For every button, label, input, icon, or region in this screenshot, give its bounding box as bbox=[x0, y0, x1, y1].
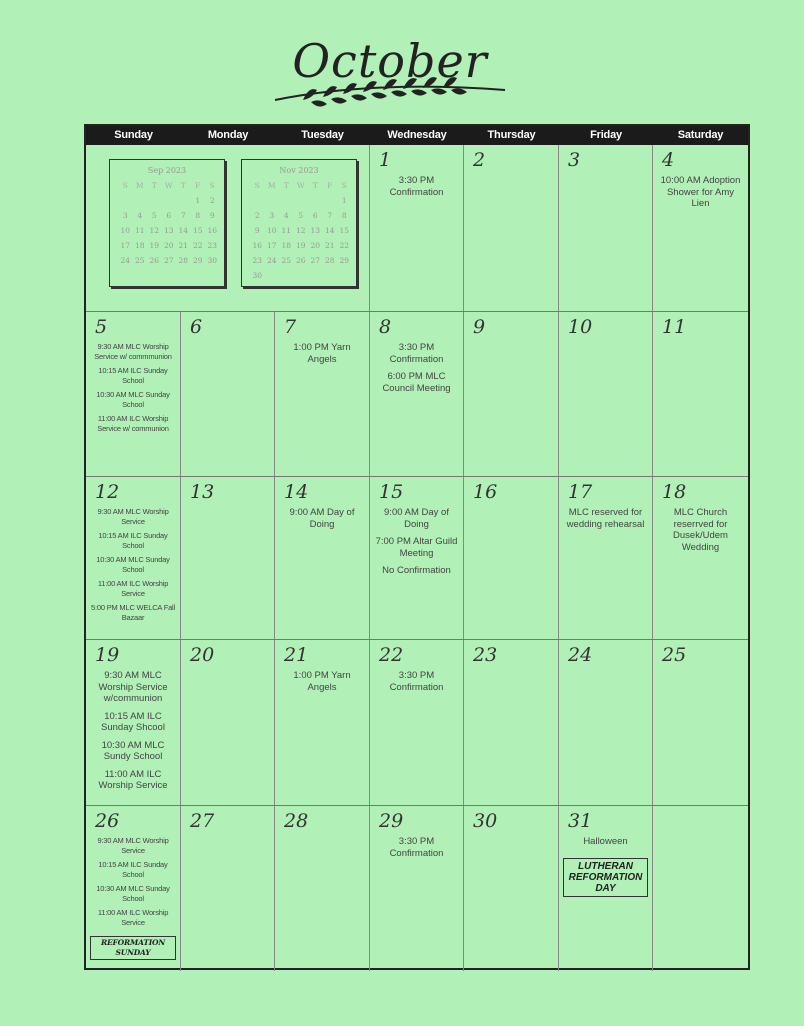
day-events bbox=[657, 175, 744, 216]
event-item: 1:00 PM Yarn Angels bbox=[293, 670, 351, 693]
day-number: 21 bbox=[284, 644, 309, 666]
day-cell bbox=[653, 312, 748, 476]
mini-calendar-day: 7 bbox=[327, 211, 333, 220]
event-item: 11:00 AM ILC Worship Service bbox=[97, 579, 169, 598]
mini-calendar-day: 19 bbox=[149, 241, 160, 250]
mini-calendar-day: 22 bbox=[192, 241, 203, 250]
mini-calendar-day: 29 bbox=[339, 256, 350, 265]
weekday-monday: Monday bbox=[207, 129, 249, 141]
day-events bbox=[90, 836, 176, 960]
mini-calendar-day: 3 bbox=[122, 211, 128, 220]
mini-calendar-day: 12 bbox=[295, 226, 306, 235]
day-cell bbox=[86, 640, 181, 805]
mini-calendar-weekday: T bbox=[151, 181, 157, 190]
mini-calendar-day: 15 bbox=[192, 226, 203, 235]
mini-calendar-weekday: S bbox=[341, 181, 347, 190]
mini-calendar-label: Nov 2023 bbox=[279, 166, 319, 175]
day-events bbox=[90, 670, 176, 798]
mini-calendar-day: 6 bbox=[312, 211, 318, 220]
mini-calendar-weekday: S bbox=[254, 181, 260, 190]
mini-calendar-weekday: M bbox=[267, 181, 276, 190]
week-row-1 bbox=[86, 145, 748, 311]
day-cell bbox=[370, 640, 464, 805]
mini-calendar-weekday: T bbox=[180, 181, 186, 190]
event-item: 10:30 AM MLC Sundy School bbox=[101, 739, 165, 762]
mini-calendar-day: 1 bbox=[195, 196, 201, 205]
day-cell bbox=[464, 312, 559, 476]
day-cell bbox=[559, 640, 653, 805]
mini-calendar-next bbox=[241, 159, 357, 287]
highlight-box: REFORMATION SUNDAY bbox=[90, 936, 176, 960]
day-number: 31 bbox=[568, 810, 593, 832]
mini-calendar-day: 26 bbox=[295, 256, 306, 265]
day-number: 19 bbox=[95, 644, 120, 666]
mini-calendar-day bbox=[176, 193, 191, 208]
mini-calendar-day: 21 bbox=[324, 241, 335, 250]
day-cell bbox=[86, 806, 181, 971]
mini-calendar-day bbox=[265, 193, 280, 208]
day-number: 30 bbox=[473, 810, 498, 832]
mini-calendar-day bbox=[279, 193, 294, 208]
day-number: 7 bbox=[284, 316, 297, 338]
day-events bbox=[90, 507, 176, 627]
day-number: 14 bbox=[284, 481, 309, 503]
mini-calendar-day: 7 bbox=[180, 211, 186, 220]
mini-calendar-day: 17 bbox=[120, 241, 131, 250]
day-events bbox=[279, 507, 365, 536]
mini-calendar-day: 25 bbox=[134, 256, 145, 265]
mini-calendar-weekday: W bbox=[296, 181, 305, 190]
day-events bbox=[374, 507, 459, 583]
event-item: No Confirmation bbox=[382, 565, 451, 576]
mini-calendar-weekday: F bbox=[327, 181, 333, 190]
mini-calendar-day: 14 bbox=[178, 226, 189, 235]
weekday-tuesday: Tuesday bbox=[301, 129, 344, 141]
mini-calendar-weekday: F bbox=[195, 181, 201, 190]
event-item: 10:15 AM ILC Sunday School bbox=[98, 366, 168, 385]
day-number: 26 bbox=[95, 810, 120, 832]
event-item: 9:30 AM MLC Worship Service bbox=[97, 836, 169, 855]
mini-calendar-day: 18 bbox=[281, 241, 292, 250]
mini-calendar-weekday: W bbox=[164, 181, 173, 190]
day-number: 5 bbox=[95, 316, 108, 338]
mini-calendar-weekday: M bbox=[135, 181, 144, 190]
day-cell bbox=[181, 312, 275, 476]
day-number: 18 bbox=[662, 481, 687, 503]
mini-calendar-day: 13 bbox=[310, 226, 321, 235]
day-number: 12 bbox=[95, 481, 120, 503]
mini-calendar-day: 6 bbox=[166, 211, 172, 220]
mini-calendar-day bbox=[294, 193, 309, 208]
weekday-wednesday: Wednesday bbox=[387, 129, 447, 141]
day-number: 16 bbox=[473, 481, 498, 503]
day-cell bbox=[559, 312, 653, 476]
week-row-4 bbox=[86, 639, 748, 805]
mini-calendar-day bbox=[250, 193, 265, 208]
day-events bbox=[374, 342, 459, 400]
day-events bbox=[563, 836, 648, 897]
month-title-text: October bbox=[292, 34, 488, 88]
event-item: MLC reserved for wedding rehearsal bbox=[566, 507, 645, 530]
day-cell bbox=[464, 145, 559, 311]
mini-calendar-day: 29 bbox=[192, 256, 203, 265]
day-cell bbox=[464, 477, 559, 639]
day-cell bbox=[370, 806, 464, 971]
event-item: 9:00 AM Day of Doing bbox=[384, 507, 449, 530]
mini-calendar-previous bbox=[109, 159, 225, 287]
day-number: 24 bbox=[568, 644, 593, 666]
mini-calendar-grid bbox=[250, 178, 356, 283]
day-number: 22 bbox=[379, 644, 404, 666]
mini-calendar-day: 17 bbox=[266, 241, 277, 250]
mini-calendar-day: 5 bbox=[298, 211, 304, 220]
day-number: 1 bbox=[379, 149, 392, 171]
mini-calendar-day: 10 bbox=[266, 226, 277, 235]
mini-calendar-day: 13 bbox=[163, 226, 174, 235]
day-cell bbox=[370, 477, 464, 639]
day-cell bbox=[275, 312, 370, 476]
mini-calendar-day: 20 bbox=[163, 241, 174, 250]
day-number: 28 bbox=[284, 810, 309, 832]
day-cell bbox=[370, 145, 464, 311]
mini-calendar-day: 26 bbox=[149, 256, 160, 265]
month-calendar bbox=[84, 124, 750, 970]
week-row-5 bbox=[86, 805, 748, 971]
event-item: 9:00 AM Day of Doing bbox=[289, 507, 355, 530]
day-number: 8 bbox=[379, 316, 392, 338]
event-item: Halloween bbox=[583, 836, 628, 847]
day-events bbox=[563, 507, 648, 536]
day-cell bbox=[653, 640, 748, 805]
event-item: 9:30 AM MLC Worship Service w/ commmunion bbox=[94, 342, 172, 361]
event-item: 10:30 AM MLC Sunday School bbox=[96, 555, 170, 574]
day-number: 10 bbox=[568, 316, 593, 338]
event-item: 6:00 PM MLC Council Meeting bbox=[382, 371, 451, 394]
day-number: 15 bbox=[379, 481, 404, 503]
mini-calendar-day: 30 bbox=[207, 256, 218, 265]
weekday-header bbox=[86, 126, 748, 145]
mini-calendar-day: 1 bbox=[341, 196, 347, 205]
mini-calendar-day: 27 bbox=[310, 256, 321, 265]
day-cell bbox=[181, 640, 275, 805]
mini-calendar-day: 30 bbox=[252, 271, 263, 280]
event-item: 11:00 AM ILC Worship Service bbox=[98, 768, 168, 791]
day-events bbox=[374, 175, 459, 204]
day-number: 27 bbox=[190, 810, 215, 832]
mini-calendar-day: 4 bbox=[283, 211, 289, 220]
mini-calendar-day: 3 bbox=[269, 211, 275, 220]
mini-calendar-day: 14 bbox=[324, 226, 335, 235]
day-cell bbox=[559, 477, 653, 639]
mini-calendar-day bbox=[323, 193, 338, 208]
day-number: 29 bbox=[379, 810, 404, 832]
day-cell bbox=[653, 477, 748, 639]
mini-calendar-day: 20 bbox=[310, 241, 321, 250]
weekday-thursday: Thursday bbox=[487, 129, 536, 141]
mini-calendar-day: 19 bbox=[295, 241, 306, 250]
day-number: 2 bbox=[473, 149, 486, 171]
mini-calendar-day: 16 bbox=[252, 241, 263, 250]
weekday-saturday: Saturday bbox=[677, 129, 724, 141]
day-number: 25 bbox=[662, 644, 687, 666]
mini-calendar-day: 24 bbox=[266, 256, 277, 265]
event-item: 3:30 PM Confirmation bbox=[389, 342, 444, 365]
mini-calendar-day: 18 bbox=[134, 241, 145, 250]
mini-calendar-day: 23 bbox=[252, 256, 263, 265]
mini-calendar-day bbox=[308, 193, 323, 208]
event-item: 10:15 AM ILC Sunday Shcool bbox=[101, 710, 165, 733]
event-item: 3:30 PM Confirmation bbox=[389, 175, 444, 198]
day-cell bbox=[464, 640, 559, 805]
event-item: 10:00 AM Adoption Shower for Amy Lien bbox=[660, 175, 741, 209]
event-item: MLC Church reserrved for Dusek/Udem Wedding bbox=[673, 507, 728, 553]
mini-calendar-weekday: S bbox=[209, 181, 215, 190]
event-item: 10:15 AM ILC Sunday School bbox=[98, 531, 168, 550]
mini-calendar-day bbox=[147, 193, 162, 208]
day-number: 20 bbox=[190, 644, 215, 666]
week-row-2 bbox=[86, 311, 748, 476]
event-item: 10:30 AM MLC Sunday School bbox=[96, 884, 170, 903]
day-cell bbox=[275, 806, 370, 971]
day-cell bbox=[559, 145, 653, 311]
mini-calendar-weekday: T bbox=[283, 181, 289, 190]
day-events bbox=[279, 670, 365, 699]
mini-calendar-day bbox=[133, 193, 148, 208]
mini-calendar-day: 16 bbox=[207, 226, 218, 235]
day-cell bbox=[559, 806, 653, 971]
mini-calendar-day: 27 bbox=[163, 256, 174, 265]
mini-calendar-day: 10 bbox=[120, 226, 131, 235]
week-row-3 bbox=[86, 476, 748, 639]
mini-calendars-area bbox=[86, 145, 370, 311]
day-cell bbox=[181, 477, 275, 639]
day-number: 4 bbox=[662, 149, 675, 171]
highlight-box: LUTHERAN REFORMATION DAY bbox=[563, 858, 648, 897]
event-item: 9:30 AM MLC Worship Service bbox=[97, 507, 169, 526]
day-number: 23 bbox=[473, 644, 498, 666]
day-number: 9 bbox=[473, 316, 486, 338]
mini-calendar-day: 12 bbox=[149, 226, 160, 235]
mini-calendar-day bbox=[162, 193, 177, 208]
day-events bbox=[90, 342, 176, 438]
mini-calendar-label: Sep 2023 bbox=[147, 166, 187, 175]
mini-calendar-day: 22 bbox=[339, 241, 350, 250]
mini-calendar-grid bbox=[118, 178, 224, 268]
mini-calendar-day: 11 bbox=[281, 226, 292, 235]
mini-calendar-day: 24 bbox=[120, 256, 131, 265]
day-cell bbox=[275, 640, 370, 805]
day-cell bbox=[181, 806, 275, 971]
day-cell bbox=[653, 806, 748, 971]
mini-calendar-day: 4 bbox=[137, 211, 143, 220]
mini-calendar-weekday: T bbox=[312, 181, 318, 190]
mini-calendar-day: 8 bbox=[341, 211, 347, 220]
weekday-friday: Friday bbox=[590, 129, 622, 141]
mini-calendar-day: 5 bbox=[151, 211, 157, 220]
mini-calendar-day: 21 bbox=[178, 241, 189, 250]
mini-calendar-day: 23 bbox=[207, 241, 218, 250]
weekday-sunday: Sunday bbox=[114, 129, 153, 141]
mini-calendar-day: 28 bbox=[178, 256, 189, 265]
mini-calendar-day: 2 bbox=[209, 196, 215, 205]
mini-calendar-day: 15 bbox=[339, 226, 350, 235]
day-cell bbox=[464, 806, 559, 971]
day-cell bbox=[370, 312, 464, 476]
day-number: 3 bbox=[568, 149, 581, 171]
event-item: 10:30 AM MLC Sunday School bbox=[96, 390, 170, 409]
day-events bbox=[374, 670, 459, 699]
day-events bbox=[374, 836, 459, 865]
day-number: 17 bbox=[568, 481, 593, 503]
event-item: 7:00 PM Altar Guild Meeting bbox=[375, 536, 458, 559]
mini-calendar-day: 2 bbox=[254, 211, 260, 220]
mini-calendar-weekday: S bbox=[122, 181, 128, 190]
day-cell bbox=[86, 312, 181, 476]
event-item: 5:00 PM MLC WELCA Fall Bazaar bbox=[91, 603, 175, 622]
mini-calendar-day: 25 bbox=[281, 256, 292, 265]
month-title bbox=[255, 30, 525, 108]
day-number: 13 bbox=[190, 481, 215, 503]
day-number: 11 bbox=[662, 316, 687, 338]
event-item: 9:30 AM MLC Worship Service w/communion bbox=[98, 670, 168, 704]
mini-calendar-day: 8 bbox=[195, 211, 201, 220]
mini-calendar-day: 11 bbox=[134, 226, 145, 235]
day-events bbox=[279, 342, 365, 371]
event-item: 1:00 PM Yarn Angels bbox=[293, 342, 351, 365]
event-item: 3:30 PM Confirmation bbox=[389, 836, 444, 859]
event-item: 11:00 AM ILC Worship Service w/ communion bbox=[97, 414, 169, 433]
event-item: 3:30 PM Confirmation bbox=[389, 670, 444, 693]
mini-calendar-day bbox=[118, 193, 133, 208]
day-cell bbox=[275, 477, 370, 639]
mini-calendar-day: 9 bbox=[209, 211, 215, 220]
event-item: 11:00 AM ILC Worship Service bbox=[97, 908, 169, 927]
day-number: 6 bbox=[190, 316, 203, 338]
day-events bbox=[657, 507, 744, 559]
day-cell bbox=[86, 477, 181, 639]
day-cell bbox=[653, 145, 748, 311]
mini-calendar-day: 28 bbox=[324, 256, 335, 265]
mini-calendar-day: 9 bbox=[254, 226, 260, 235]
event-item: 10:15 AM ILC Sunday School bbox=[98, 860, 168, 879]
